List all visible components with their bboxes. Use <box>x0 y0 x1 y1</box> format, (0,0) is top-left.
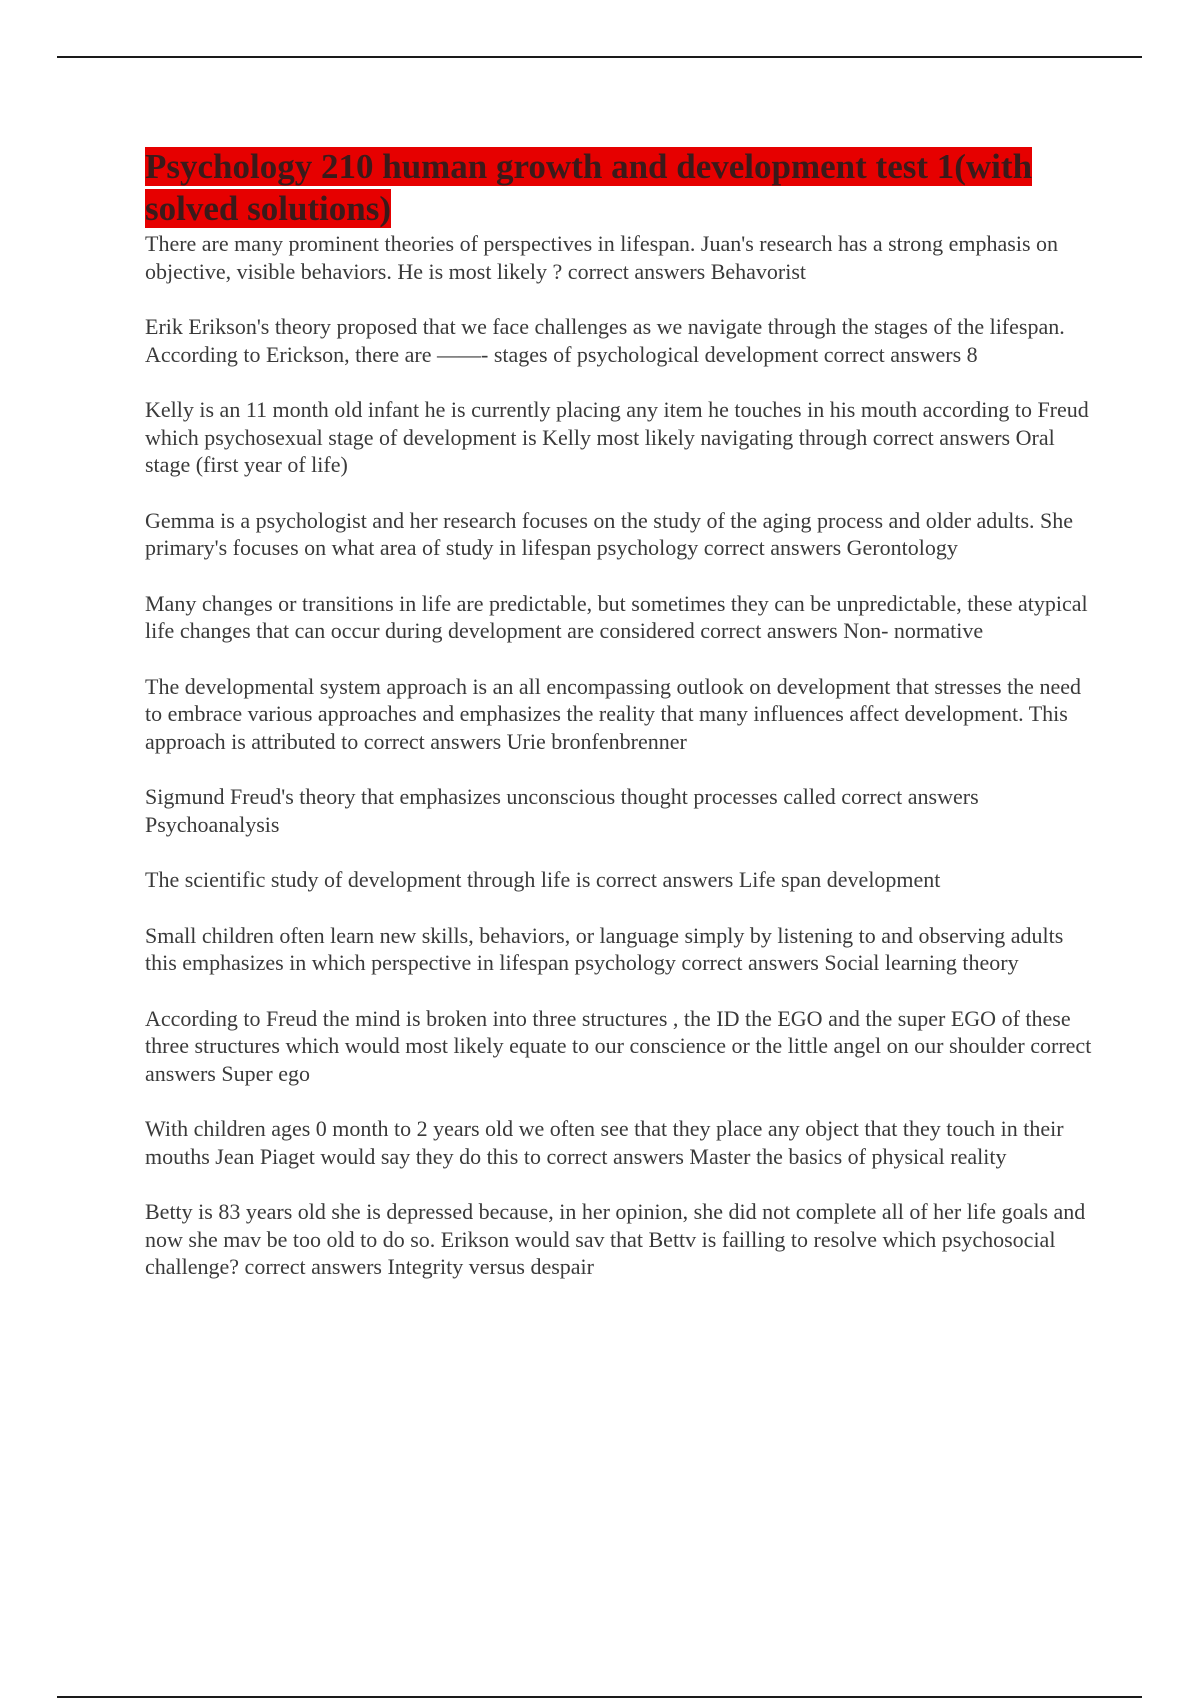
qa-item: Betty is 83 years old she is depressed because, in her opinion, she did not complete all of her life goals and now she mav be too old to do so. Erikson would sav that Bettv is failling to resolve which psychosocial challenge? correct answers Integrity versus despair <box>145 1199 1086 1279</box>
qa-item: The scientific study of development through life is correct answers Life span development <box>145 867 941 892</box>
qa-item: Many changes or transitions in life are predictable, but sometimes they can be unpredictable, these atypical life changes that can occur during development are considered correct answers Non- normative <box>145 590 1088 643</box>
qa-item: Small children often learn new skills, behaviors, or language simply by listening to and observing adults this emphasizes in which perspective in lifespan psychology correct answers Social learning theory <box>145 922 1064 975</box>
document-body <box>145 146 1095 1309</box>
qa-item: With children ages 0 month to 2 years old we often see that they place any object that they touch in their mouths Jean Piaget would say they do this to correct answers Master the basics of physical reality <box>145 1116 1064 1169</box>
document-title <box>145 146 1095 230</box>
qa-item: Gemma is a psychologist and her research focuses on the study of the aging process and older adults. She primary's focuses on what area of study in lifespan psychology correct answers Gerontology <box>145 507 1074 560</box>
qa-item: The developmental system approach is an all encompassing outlook on development that stresses the need to embrace various approaches and emphasizes the reality that many influences affect development. This approach is attributed to correct answers Urie bronfenbrenner <box>145 673 1081 754</box>
qa-item: Sigmund Freud's theory that emphasizes unconscious thought processes called correct answers Psychoanalysis <box>145 784 979 837</box>
qa-item: There are many prominent theories of perspectives in lifespan. Juan's research has a strong emphasis on objective, visible behaviors. He is most likely ? correct answers Behavorist <box>145 231 1058 284</box>
qa-item: Kelly is an 11 month old infant he is currently placing any item he touches in his mouth according to Freud which psychosexual stage of development is Kelly most likely navigating through correct answers Oral stage (first year of life) <box>145 397 1089 477</box>
document-title-text: Psychology 210 human growth and development test 1(with solved solutions) <box>145 147 1033 228</box>
qa-item: According to Freud the mind is broken into three structures , the ID the EGO and the super EGO of these three structures which would most likely equate to our conscience or the little angel on our shoulder correct answers Super ego <box>145 1005 1092 1086</box>
qa-item: Erik Erikson's theory proposed that we face challenges as we navigate through the stages of the lifespan. According to Erickson, there are ——- stages of psychological development correct answers 8 <box>145 314 1065 367</box>
top-rule <box>57 56 1142 58</box>
qa-list <box>145 230 1095 1281</box>
bottom-rule <box>57 1696 1142 1698</box>
